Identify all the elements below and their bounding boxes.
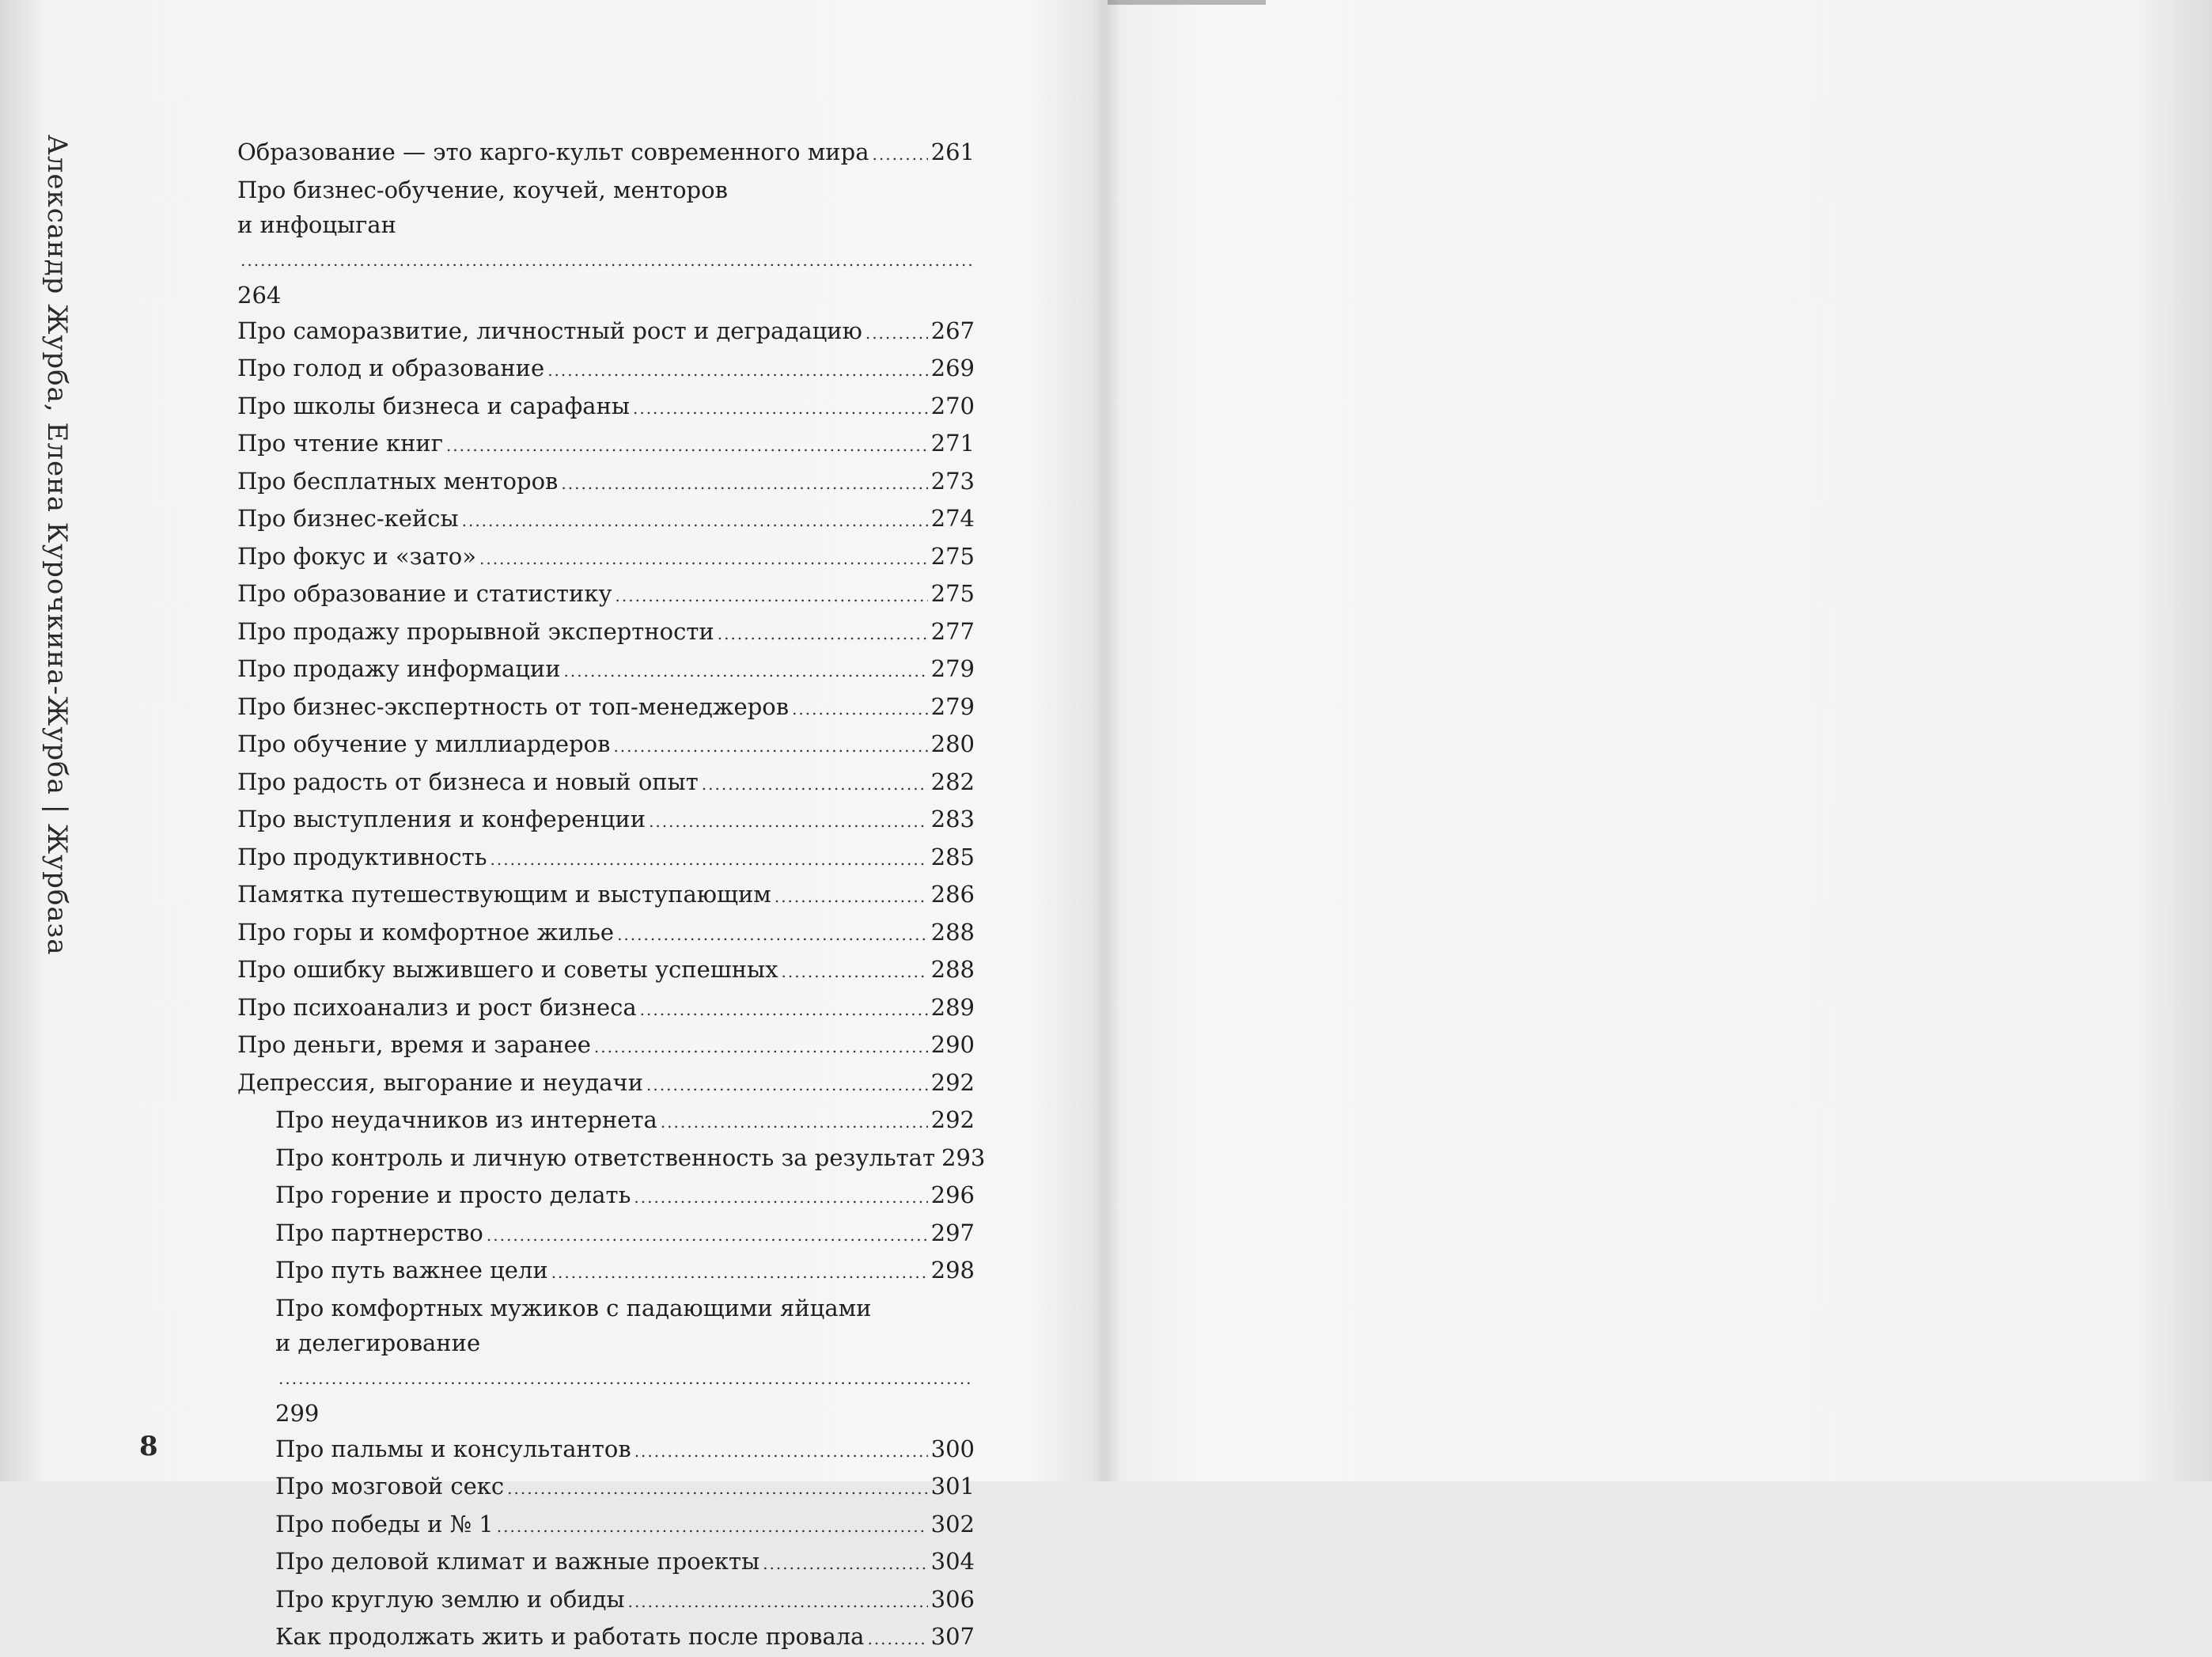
toc-entry (237, 539, 975, 577)
left-page (0, 0, 1106, 1650)
toc-entry-title: Депрессия, выгорание и неудачи (237, 1068, 644, 1096)
toc-entry (237, 1507, 975, 1545)
toc-entry-title: Про психоанализ и рост бизнеса (237, 993, 637, 1021)
toc-leader-dots (561, 466, 927, 502)
toc-entry-page: 275 (930, 580, 975, 607)
toc-entry-page: 298 (930, 1257, 975, 1284)
toc-entry-title: Про продажу прорывной экспертности (237, 617, 714, 645)
toc-entry-page: 302 (930, 1510, 975, 1538)
toc-entry-page: 264 (237, 282, 282, 309)
toc-entry-page: 288 (930, 918, 975, 946)
toc-entry-page: 273 (930, 467, 975, 495)
toc-entry (237, 173, 975, 313)
toc-entry (237, 1140, 986, 1178)
toc-entry (237, 1544, 975, 1582)
toc-leader-dots (781, 954, 927, 990)
toc-leader-dots (551, 1255, 928, 1291)
toc-leader-dots (564, 654, 928, 689)
toc-entry-page: 300 (930, 1435, 975, 1462)
toc-entry (237, 1619, 975, 1657)
toc-entry-title: Про путь важнее цели (275, 1257, 548, 1284)
toc-entry-title: Про мозговой секс (275, 1473, 505, 1500)
toc-leader-dots (497, 1509, 928, 1545)
toc-entry (237, 426, 975, 464)
toc-entry-page: 292 (930, 1106, 975, 1133)
toc-entry-page: 307 (930, 1623, 975, 1650)
toc-leader-dots (507, 1471, 928, 1507)
toc-entry-title: Про бизнес-кейсы (237, 505, 459, 532)
toc-entry-title: Образование — это карго-культ современного мира (237, 138, 869, 165)
right-page (1106, 0, 2212, 1481)
toc-entry-page: 289 (930, 993, 975, 1021)
toc-entry (237, 651, 975, 689)
toc-entry-title: Про продуктивность (237, 843, 487, 870)
toc-entry-title: Про голод и образование (237, 355, 545, 381)
toc-entry-page: 301 (930, 1473, 975, 1500)
toc-entry (237, 915, 975, 953)
toc-leader-dots (594, 1029, 928, 1065)
toc-entry (237, 1027, 975, 1065)
toc-entry-title: Про бесплатных менторов (237, 467, 559, 495)
toc-entry (237, 576, 975, 614)
toc-entry-page: 288 (930, 956, 975, 983)
toc-leader-dots (487, 1218, 928, 1253)
toc-leader-dots (241, 243, 972, 279)
toc-entry-title: Про деловой климат и важные проекты (275, 1548, 760, 1575)
toc-entry (237, 802, 975, 840)
toc-entry-title: Про бизнес-обучение, коучей, менторов (237, 176, 728, 203)
toc-entry-title: Про школы бизнеса и сарафаны (237, 392, 630, 419)
toc-leader-dots (278, 1361, 972, 1397)
toc-entry-title-cont: и инфоцыган (237, 211, 396, 238)
toc-leader-dots (634, 1180, 927, 1215)
toc-entry (237, 990, 975, 1028)
toc-leader-dots (873, 137, 928, 173)
toc-leader-dots (661, 1105, 928, 1140)
toc-entry-page: 261 (930, 138, 975, 165)
toc-entry-page: 277 (930, 617, 975, 645)
toc-entry-title: Как продолжать жить и работать после провала (275, 1623, 865, 1650)
toc-entry-title: Про неудачников из интернета (275, 1106, 657, 1133)
toc-entry (237, 952, 975, 990)
toc-entry (237, 389, 975, 427)
toc-entry-page: 286 (930, 881, 975, 908)
toc-leader-dots (702, 767, 928, 802)
toc-entry-page: 290 (930, 1031, 975, 1058)
toc-entry-page: 299 (275, 1400, 320, 1427)
toc-leader-dots (718, 616, 928, 652)
toc-entry-title: Про контроль и личную ответственность за результат (275, 1143, 936, 1171)
toc-leader-dots (792, 692, 928, 727)
toc-entry-page: 306 (930, 1585, 975, 1613)
toc-entry-page: 282 (930, 768, 975, 795)
toc-entry (237, 313, 975, 351)
toc-entry-title: Про горение и просто делать (275, 1181, 631, 1208)
toc-entry (237, 351, 975, 389)
page-number-left: 8 (139, 1431, 158, 1462)
toc-entry (237, 1253, 975, 1291)
toc-entry-title: Про радость от бизнеса и новый опыт (237, 768, 699, 795)
toc-leader-dots (633, 391, 928, 427)
toc-leader-dots (646, 1067, 928, 1103)
toc-entry-page: 275 (930, 542, 975, 570)
toc-entry (237, 1469, 975, 1507)
toc-entry-page: 283 (930, 806, 975, 832)
toc-leader-dots (446, 428, 928, 464)
toc-leader-dots (763, 1546, 927, 1582)
toc-entry-page: 296 (930, 1181, 975, 1208)
toc-leader-dots (634, 1434, 928, 1469)
toc-entry (237, 877, 975, 915)
toc-leader-dots (865, 316, 928, 351)
toc-entry-page: 304 (930, 1548, 975, 1575)
toc-entry-title: Про ошибку выжившего и советы успешных (237, 956, 778, 983)
toc-entry-title: Памятка путешествующим и выступающим (237, 881, 771, 908)
toc-leader-dots (615, 578, 928, 614)
toc-entry (237, 1215, 975, 1253)
toc-entry-page: 285 (930, 843, 975, 870)
toc-entry-page: 280 (930, 730, 975, 757)
toc-entry-title: Про обучение у миллиардеров (237, 730, 611, 757)
toc-entry-title-cont: и делегирование (275, 1329, 481, 1356)
toc-entry-page: 274 (930, 505, 975, 532)
toc-entry (237, 1065, 975, 1103)
toc-entry-title: Про бизнес-экспертность от топ-менеджеров (237, 692, 790, 720)
toc-leader-dots (547, 353, 927, 389)
running-head-left: Александр Журба, Елена Курочкина-Журба | Журбаза (41, 135, 73, 956)
toc-leader-dots (628, 1584, 928, 1620)
toc-entry-title: Про круглую землю и обиды (275, 1585, 625, 1613)
toc-entry (237, 464, 975, 502)
toc-leader-dots (479, 541, 928, 577)
toc-entry-title: Про саморазвитие, личностный рост и деградацию (237, 317, 862, 344)
toc-entry (237, 726, 975, 764)
toc-entry (237, 689, 975, 727)
toc-entry (237, 1177, 975, 1215)
toc-entry (237, 501, 975, 539)
toc-entry-page: 279 (930, 692, 975, 720)
toc-leader-dots (867, 1621, 927, 1657)
toc-entry-title: Про чтение книг (237, 430, 443, 457)
toc-entry-title: Про пальмы и консультантов (275, 1435, 631, 1462)
toc-entry-title: Про фокус и «зато» (237, 542, 476, 570)
toc-entry-title: Про деньги, время и заранее (237, 1031, 591, 1058)
toc-entry-title: Про комфортных мужиков с падающими яйцами (275, 1294, 872, 1321)
toc-entry (237, 614, 975, 652)
toc-entry-title: Про победы и № 1 (275, 1510, 494, 1538)
toc-entry-title: Про горы и комфортное жилье (237, 918, 615, 946)
toc-leader-dots (462, 503, 928, 539)
toc-entry-title: Про партнерство (275, 1219, 483, 1246)
toc-entry (237, 1431, 975, 1469)
toc-leader-dots (491, 842, 928, 878)
toc-entry (237, 1291, 975, 1431)
toc-entry-title: Про продажу информации (237, 655, 561, 682)
toc-leader-dots (617, 917, 928, 953)
toc-entry-page: 279 (930, 655, 975, 682)
toc-entry (237, 135, 975, 173)
toc-entry (237, 1102, 975, 1140)
toc-entry-page: 270 (930, 392, 975, 419)
toc-leader-dots (775, 879, 928, 915)
toc-entry (237, 764, 975, 802)
toc-entry (237, 840, 975, 878)
toc-entry-title: Про выступления и конференции (237, 806, 646, 832)
toc-entry-page: 267 (930, 317, 975, 344)
toc-leader-dots (640, 992, 928, 1028)
toc-entry-page: 292 (930, 1068, 975, 1096)
toc-entry-page: 269 (930, 355, 975, 381)
toc-entry-title: Про образование и статистику (237, 580, 612, 607)
toc-entry-page: 297 (930, 1219, 975, 1246)
toc-entry-page: 271 (930, 430, 975, 457)
toc-entry-page: 293 (941, 1143, 986, 1171)
toc-leader-dots (649, 804, 928, 840)
toc-list-left (237, 135, 986, 1657)
toc-entry (237, 1582, 975, 1620)
toc-leader-dots (613, 729, 927, 764)
